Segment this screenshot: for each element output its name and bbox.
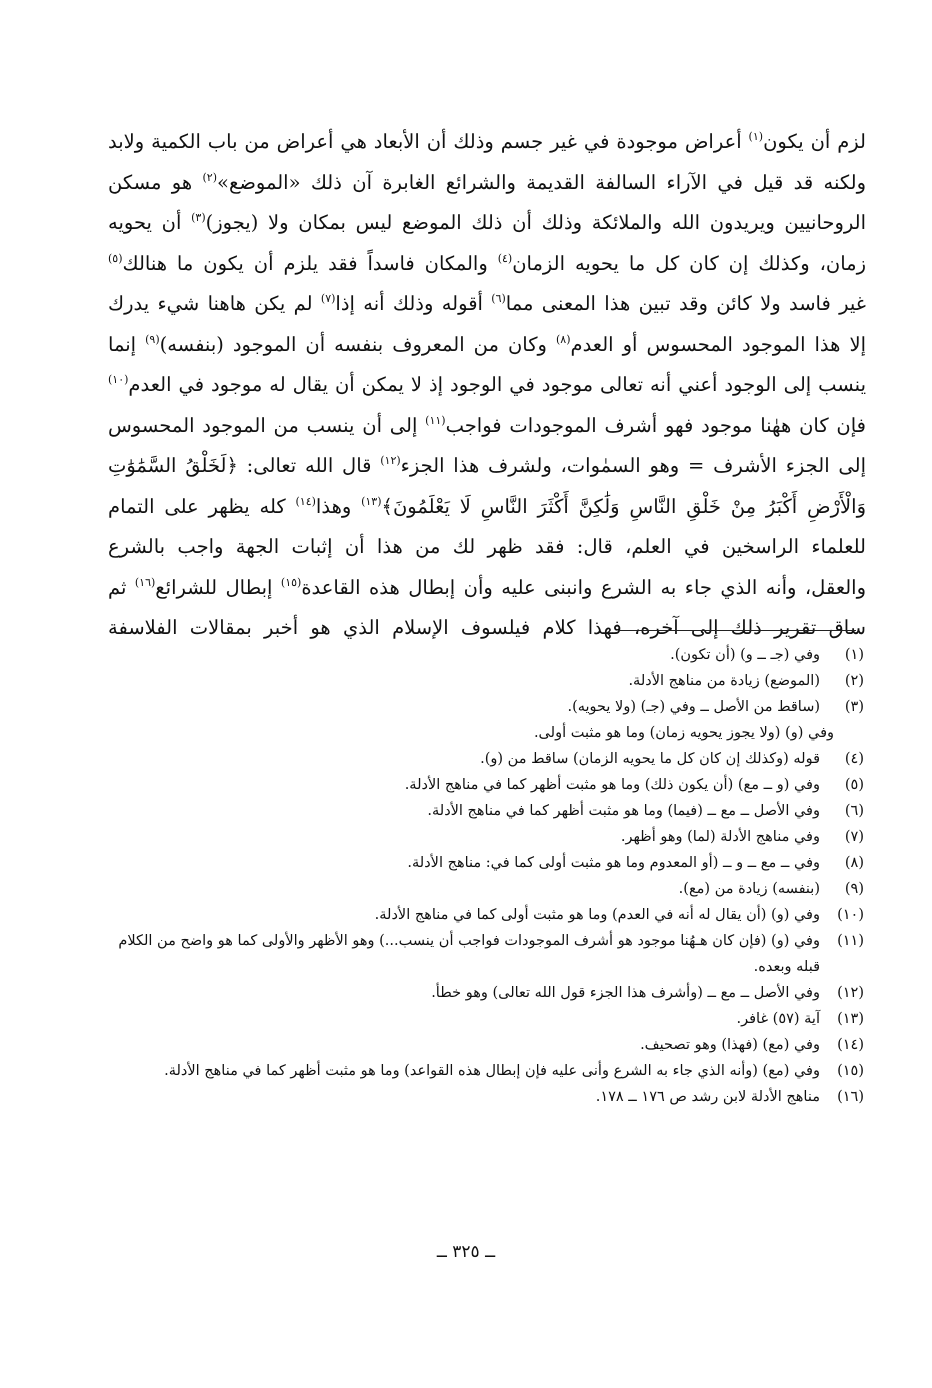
footnote — [108, 1032, 864, 1058]
text-run: أن يحويه — [108, 211, 192, 234]
page-number: ــ ٣٢٥ ــ — [436, 1242, 496, 1262]
footnote-number: (٨) — [844, 855, 864, 871]
footnote-marker: (١٣) — [361, 494, 382, 508]
footnote-text: وفي (و) (ولا يجوز يحويه زمان) وما هو مثبت أولى. — [533, 725, 834, 741]
text-line — [108, 284, 866, 325]
footnote-marker: (٥) — [108, 251, 123, 265]
footnote-marker: (٢) — [202, 170, 218, 184]
footnote-number: (٢) — [844, 673, 864, 689]
footnote-marker: (٨) — [555, 332, 571, 346]
footnote — [108, 824, 864, 850]
footnote-text: وفي (و) (فإن كان هـهُنا موجود هو أشرف الموجودات فواجب أن ينسب...) وهو الأظهر والأولى كما هو واضح من الكلام قبله وبعده. — [118, 933, 820, 975]
footnote-number: (١) — [844, 647, 864, 663]
text-line — [108, 487, 866, 528]
text-line — [108, 568, 866, 609]
footnote-marker: (٩) — [145, 332, 160, 346]
footnote-text: وفي (مع) (وأنه الذي جاء به الشرع وأنى عليه فإن إبطال هذه القواعد) وما هو مثبت أظهر كما في مناهج الأدلة. — [164, 1063, 820, 1079]
footnote-text: وفي الأصل ــ مع ــ (وأشرف هذا الجزء قول الله تعالى) وهو خطأ. — [431, 985, 820, 1001]
footnote-marker: (١٢) — [380, 454, 401, 467]
footnote-number: (١٤) — [837, 1037, 864, 1053]
footnote-text: وفي (مع) (فهذا) وهو تصحيف. — [640, 1037, 820, 1053]
text-run: زمان، وكذلك إن كان كل ما يحويه الزمان — [512, 251, 866, 275]
footnote — [108, 902, 864, 928]
footnote-number: (١٢) — [837, 985, 864, 1001]
footnote — [108, 746, 864, 772]
footnote-text: وفي مناهج الأدلة (لما) وهو أظهر. — [620, 829, 820, 845]
text-run: ينسب إلى الوجود أعني أنه تعالى موجود في الوجود إذ لا يمكن أن يقال له موجود في العدم — [128, 373, 866, 396]
footnote-text: مناهج الأدلة لابن رشد ص ١٧٦ ــ ١٧٨. — [595, 1089, 820, 1105]
footnote-number: (١٦) — [837, 1089, 864, 1105]
footnote-number: (١٠) — [837, 907, 864, 923]
footnote-text: وفي (و) (أن يقال له أنه في العدم) وما هو مثبت أولى كما في مناهج الأدلة. — [374, 907, 820, 923]
footnote-text: وفي (و ــ مع) (أن يكون ذلك) وما هو مثبت أظهر كما في مناهج الأدلة. — [404, 777, 820, 793]
text-run: إبطال للشرائع — [155, 575, 281, 599]
footnote-marker: (١٠) — [108, 373, 129, 386]
footnote — [108, 980, 864, 1006]
footnote-text: وفي ــ مع ــ و ــ (أو المعدوم وما هو مثبت أولى كما في: مناهج الأدلة. — [407, 855, 820, 871]
footnote-text: (ساقط من الأصل ــ وفي (جـ) (ولا يحويه). — [567, 699, 820, 715]
footnote-number: (١٣) — [837, 1011, 864, 1027]
text-run: أقوله وذلك أنه إذا — [335, 292, 492, 315]
footnote-marker: (٧) — [320, 292, 336, 305]
footnote-number: (٣) — [844, 699, 864, 715]
text-run: غير فاسد ولا كائن وقد تبين هذا المعنى مما — [505, 292, 866, 315]
text-run: ولكنه قد قيل في الآراء السالفة القديمة والشرائع الغابرة آن ذلك «الموضع» — [217, 170, 866, 194]
main-text — [108, 122, 866, 649]
text-line — [108, 163, 866, 204]
text-run: إلى أن ينسب من الموجود المحسوس — [108, 413, 426, 437]
footnotes — [108, 642, 864, 1110]
footnote-separator — [618, 630, 856, 631]
text-run: الروحانيين ويريدون الله والملائكة وذلك أن ذلك الموضع ليس بمكان ولا (يجوز) — [205, 211, 866, 234]
text-line — [108, 325, 866, 366]
text-run: إنما — [108, 332, 146, 356]
footnote — [108, 772, 864, 798]
text-run: وهذا — [315, 494, 362, 518]
footnote-text: وفي (جـ ــ و) (أن تكون). — [670, 647, 820, 663]
footnote-text: (بنفسه) زيادة من (مع). — [678, 881, 820, 897]
text-line — [108, 122, 866, 163]
text-line — [108, 527, 866, 568]
text-run: إلا هذا الموجود المحسوس أو العدم — [570, 332, 866, 356]
footnote-text: قوله (وكذلك إن كان كل ما يحويه الزمان) ساقط من (و). — [480, 751, 820, 767]
text-run: والعقل، وأنه الذي جاء به الشرع وانبنى عليه وأن إبطال هذه القاعدة — [301, 575, 866, 599]
footnote — [108, 642, 864, 668]
footnote-number: (١٥) — [837, 1063, 864, 1079]
footnote-marker: (١) — [748, 130, 764, 143]
footnote — [108, 720, 864, 746]
footnote-marker: (٦) — [491, 292, 506, 305]
footnote — [108, 798, 864, 824]
text-line — [108, 244, 866, 285]
footnote — [108, 928, 864, 980]
text-run: فإن كان ههٰنا موجود فهو أشرف الموجودات فواجب — [445, 413, 866, 437]
footnote-marker: (١٦) — [134, 575, 156, 589]
footnote-marker: (٣) — [191, 211, 206, 224]
text-run: وكان من المعروف بنفسه أن الموجود (بنفسه) — [159, 332, 556, 356]
footnote-marker: (٤) — [497, 251, 513, 265]
footnote — [108, 694, 864, 720]
text-run: هو مسكن — [108, 170, 203, 194]
text-line — [108, 406, 866, 447]
footnote — [108, 1058, 864, 1084]
footnote — [108, 876, 864, 902]
text-run: قال الله تعالى: ﴿لَخَلْقُ السَّمَٰوَٰتِ — [108, 454, 381, 477]
footnote-text: آية (٥٧) غافر. — [736, 1011, 820, 1027]
footnote-text: (الموضع) زيادة من مناهج الأدلة. — [628, 673, 820, 689]
text-run: أعراض موجودة في غير جسم وذلك أن الأبعاد هي أعراض من باب الكمية ولابد — [108, 130, 749, 153]
text-run: إلى الجزء الأشرف = وهو السمٰوات، ولشرف هذا الجزء — [400, 454, 866, 477]
text-run: للعلماء الراسخين في العلم، قال: فقد ظهر لك من هذا أن إثبات الجهة واجب بالشرع — [108, 535, 866, 558]
text-line — [108, 365, 866, 406]
footnote-text: وفي الأصل ــ مع ــ (فيما) وما هو مثبت أظهر كما في مناهج الأدلة. — [427, 803, 820, 819]
footnote-marker: (١١) — [425, 413, 446, 427]
text-run: والمكان فاسداً فقد يلزم أن يكون ما هنالك — [122, 251, 498, 275]
text-run: وَالْأَرْضِ أَكْبَرُ مِنْ خَلْقِ النَّاسِ وَلَٰكِنَّ أَكْثَرَ النَّاسِ لَا يَعْلَمُونَ﴾ — [381, 494, 866, 518]
footnote-marker: (١٤) — [295, 494, 316, 508]
text-run: لم يكن هاهنا شيء يدرك — [108, 292, 321, 315]
footnote-number: (١١) — [837, 933, 864, 949]
footnote-marker: (١٥) — [280, 575, 302, 589]
footnote-number: (٩) — [844, 881, 864, 897]
text-run: ساق تقرير ذلك إلى آخره، فهذا كلام فيلسوف الإسلام الذي هو أخبر بمقالات الفلاسفة — [108, 616, 866, 639]
footnote — [108, 1084, 864, 1110]
footnote-number: (٥) — [844, 777, 864, 793]
footnote — [108, 1006, 864, 1032]
footnote — [108, 668, 864, 694]
footnote-number: (٧) — [844, 829, 864, 845]
footnote-number: (٦) — [844, 803, 864, 819]
text-run: كله يظهر على التمام — [108, 494, 296, 518]
footnote-number: (٤) — [844, 751, 864, 767]
text-run: ثم — [108, 575, 135, 599]
text-line — [108, 203, 866, 244]
text-line — [108, 446, 866, 487]
footnote — [108, 850, 864, 876]
text-run: لزم أن يكون — [763, 130, 866, 153]
